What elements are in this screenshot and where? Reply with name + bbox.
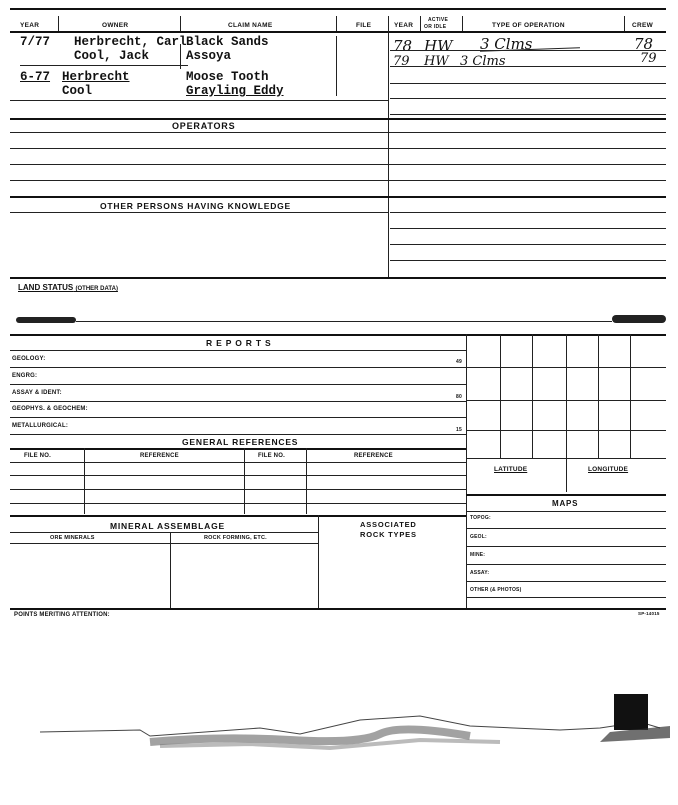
rule [10, 100, 388, 101]
land-status-label: LAND STATUS [18, 283, 74, 292]
divider [388, 16, 389, 278]
land-status-title [18, 283, 118, 292]
operation-year: 78 [393, 37, 413, 55]
operation-year: 79 [393, 54, 410, 69]
maps-title: MAPS [552, 499, 579, 508]
owner-row-owner: Herbrecht, Carl [74, 35, 187, 49]
divider [58, 16, 59, 31]
rule [466, 564, 666, 565]
owner-row-owner: Herbrecht [62, 70, 130, 84]
col-header-year-2: YEAR [394, 22, 414, 29]
rule [10, 31, 666, 33]
ref-header-reference-2: REFERENCE [354, 453, 393, 459]
report-num: 80 [456, 394, 462, 400]
rock-forming-label: ROCK FORMING, ETC. [204, 535, 267, 541]
rule [10, 475, 466, 476]
form-number: SP-14015 [638, 611, 660, 616]
mineral-assemblage-title: MINERAL ASSEMBLAGE [110, 521, 225, 531]
divider [420, 16, 421, 31]
rule [10, 417, 466, 418]
col-header-claim-name: CLAIM NAME [228, 22, 273, 29]
rule [10, 434, 466, 435]
operation-type: 3 Clms [480, 35, 533, 53]
rule [390, 66, 666, 67]
land-status-sub: (OTHER DATA) [75, 286, 118, 292]
map-item-other: OTHER (& PHOTOS) [470, 587, 522, 593]
general-references-title: GENERAL REFERENCES [182, 437, 299, 447]
rule [10, 532, 318, 533]
col-header-type-of-operation: TYPE OF OPERATION [492, 22, 565, 29]
rule [76, 321, 612, 322]
divider [306, 448, 307, 514]
rule [466, 546, 666, 547]
owner-row-year: 6-77 [20, 70, 51, 84]
report-label-geophys: GEOPHYS. & GEOCHEM: [12, 406, 88, 412]
col-header-crew: CREW [632, 22, 654, 29]
grid-line [566, 334, 567, 492]
rock-types-label: ROCK TYPES [360, 530, 417, 539]
divider [624, 16, 625, 31]
ref-header-file-no: FILE NO. [24, 453, 51, 459]
divider [170, 532, 171, 608]
rule [10, 8, 666, 10]
divider [180, 16, 181, 31]
owner-row-year: 7/77 [20, 35, 51, 49]
owner-row-owner: Cool, Jack [74, 49, 150, 63]
rule [390, 228, 666, 229]
rule [20, 65, 188, 66]
grid-line [630, 334, 631, 458]
rule [10, 608, 666, 610]
rule [466, 597, 666, 598]
rule [10, 401, 466, 402]
points-meriting-attention: POINTS MERITING ATTENTION: [14, 612, 110, 618]
map-item-topog: TOPOG: [470, 515, 491, 521]
rule [390, 212, 666, 213]
report-label-geology: GEOLOGY: [12, 356, 46, 362]
scan-smudge [16, 317, 76, 323]
col-header-year: YEAR [20, 22, 40, 29]
rule [390, 114, 666, 115]
rule [466, 494, 666, 496]
rule [10, 196, 666, 198]
rule [390, 244, 666, 245]
rule [466, 511, 666, 512]
rule [10, 515, 466, 517]
rule [10, 334, 666, 336]
operators-title: OPERATORS [172, 121, 236, 131]
rule [10, 489, 466, 490]
operation-type: 3 Clms [460, 54, 506, 69]
rule [466, 581, 666, 582]
ref-header-reference: REFERENCE [140, 453, 179, 459]
rule [10, 277, 666, 279]
divider [336, 36, 337, 96]
col-header-idle: OR IDLE [424, 24, 447, 30]
longitude-label: LONGITUDE [588, 466, 629, 473]
grid-line [466, 367, 666, 368]
report-num: 49 [456, 359, 462, 365]
rule [466, 528, 666, 529]
owner-row-owner: Cool [62, 84, 93, 98]
ref-header-file-no-2: FILE NO. [258, 453, 285, 459]
report-num: 15 [456, 427, 462, 433]
map-item-geol: GEOL: [470, 534, 487, 540]
rule [10, 148, 666, 149]
rule [390, 83, 666, 84]
divider [462, 16, 463, 31]
scan-smudge [612, 315, 666, 323]
operation-crew: 78 [634, 35, 654, 53]
report-label-metallurgical: METALLURGICAL: [12, 423, 69, 429]
col-header-active: ACTIVE [428, 17, 449, 23]
grid-line [466, 400, 666, 401]
divider [466, 334, 467, 608]
rule [10, 212, 388, 213]
divider [318, 515, 319, 608]
grid-line [466, 458, 666, 459]
rule [390, 260, 666, 261]
rule [10, 180, 666, 181]
rule [10, 350, 466, 351]
col-header-file: FILE [356, 22, 372, 29]
owner-row-claim: Moose Tooth [186, 70, 269, 84]
owner-row-claim: Assoya [186, 49, 232, 63]
knowledge-title: OTHER PERSONS HAVING KNOWLEDGE [100, 201, 292, 211]
col-header-owner: OWNER [102, 22, 129, 29]
operation-status: HW [424, 37, 453, 55]
divider [84, 448, 85, 514]
rule [10, 543, 318, 544]
reports-title: R E P O R T S [206, 338, 272, 348]
rule [10, 448, 466, 450]
ore-minerals-label: ORE MINERALS [50, 535, 95, 541]
owner-row-claim: Grayling Eddy [186, 84, 284, 98]
rule [10, 367, 466, 368]
map-item-mine: MINE: [470, 552, 486, 558]
rule [10, 164, 666, 165]
grid-line [500, 334, 501, 458]
grid-line [532, 334, 533, 458]
map-item-assay: ASSAY: [470, 570, 490, 576]
latitude-label: LATITUDE [494, 466, 528, 473]
rule [10, 503, 466, 504]
rule [390, 98, 666, 99]
divider [244, 448, 245, 514]
rule [10, 132, 666, 133]
grid-line [598, 334, 599, 458]
rule [10, 462, 466, 463]
grid-line [466, 430, 666, 431]
scan-artifact [0, 690, 678, 760]
rule [10, 384, 466, 385]
divider [336, 16, 337, 31]
operation-crew: 79 [640, 51, 657, 66]
associated-label: ASSOCIATED [360, 520, 417, 529]
rule [390, 50, 666, 51]
report-label-engrg: ENGRG: [12, 373, 38, 379]
owner-row-claim: Black Sands [186, 35, 269, 49]
operation-status: HW [424, 54, 449, 69]
report-label-assay: ASSAY & IDENT: [12, 390, 62, 396]
rule [10, 118, 666, 120]
